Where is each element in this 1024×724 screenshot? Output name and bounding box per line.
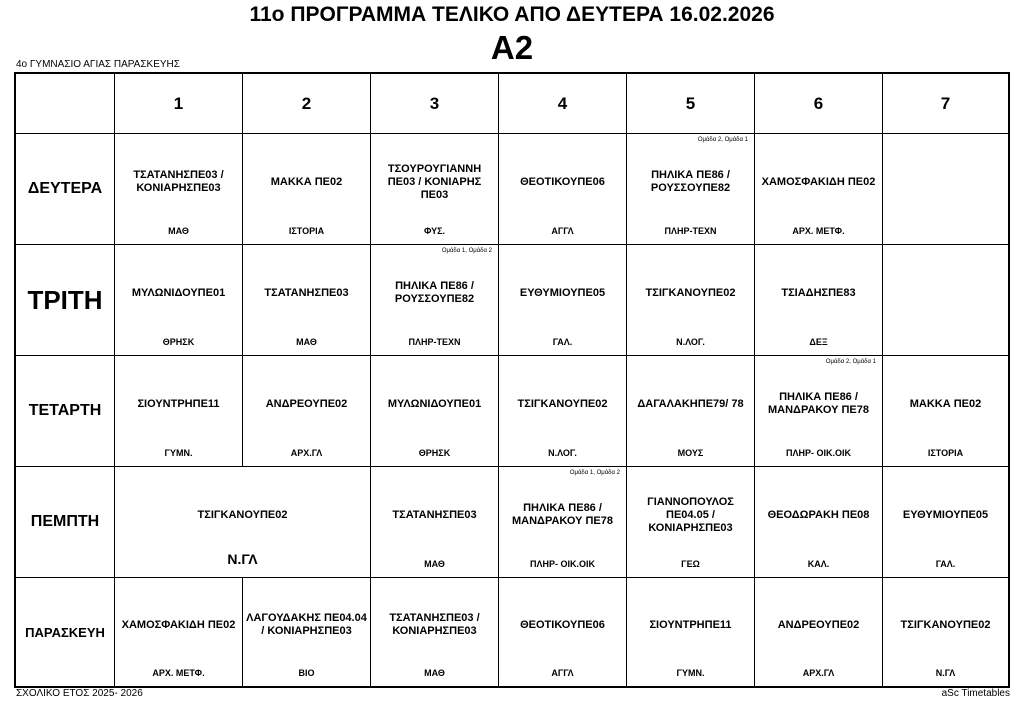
lesson-cell: [499, 467, 627, 578]
teacher-name: ΧΑΜΟΣΦΑΚΙΔΗ ΠΕ02: [761, 175, 876, 188]
lesson-cell: [243, 578, 371, 686]
subject-name: ΜΑΘ: [424, 668, 445, 678]
subject-name: ΑΓΓΛ: [551, 226, 574, 236]
teacher-name: ΜΥΛΩΝΙΔΟΥΠΕ01: [131, 286, 226, 299]
lesson-cell: [883, 356, 1008, 467]
subject-name: ΙΣΤΟΡΙΑ: [927, 448, 964, 458]
lesson-cell: [371, 467, 499, 578]
teacher-name: [886, 144, 1005, 220]
group-note: Ομάδα 1, Ομάδα 2: [569, 470, 620, 476]
day-label: ΠΑΡΑΣΚΕΥΗ: [16, 578, 115, 686]
teacher-name: ΜΥΛΩΝΙΔΟΥΠΕ01: [387, 397, 482, 410]
subject-name: ΑΡΧ.ΓΛ: [802, 668, 835, 678]
teacher-name: ΤΣΑΤΑΝΗΣΠΕ03: [264, 286, 349, 299]
subject-name: ΚΑΛ.: [807, 559, 830, 569]
lesson-cell: [115, 245, 243, 356]
lesson-cell: [755, 245, 883, 356]
lesson-cell: [115, 356, 243, 467]
lesson-cell: [883, 467, 1008, 578]
teacher-name: ΤΣΙΓΚΑΝΟΥΠΕ02: [645, 286, 736, 299]
timetable-grid: [14, 72, 1010, 688]
subject-name: ΘΡΗΣΚ: [162, 337, 195, 347]
subject-name: ΙΣΤΟΡΙΑ: [288, 226, 325, 236]
day-label: ΤΡΙΤΗ: [16, 245, 115, 356]
teacher-name: ΛΑΓΟΥΔΑΚΗΣ ΠΕ04.04 / ΚΟΝΙΑΡΗΣΠΕ03: [246, 612, 367, 637]
subject-name: ΑΡΧ. ΜΕΤΦ.: [792, 226, 845, 236]
teacher-name: ΠΗΛΙΚΑ ΠΕ86 / ΜΑΝΔΡΑΚΟΥ ΠΕ78: [511, 502, 614, 527]
subject-name: ΑΓΓΛ: [551, 668, 574, 678]
teacher-name: ΘΕΟΤΙΚΟΥΠΕ06: [520, 175, 605, 188]
lesson-cell: [627, 578, 755, 686]
teacher-name: ΣΙΟΥΝΤΡΗΠΕ11: [649, 618, 732, 631]
teacher-name: ΧΑΜΟΣΦΑΚΙΔΗ ΠΕ02: [121, 618, 236, 631]
lesson-cell: [883, 245, 1008, 356]
lesson-cell: [243, 245, 371, 356]
lesson-cell: [243, 134, 371, 245]
group-note: Ομάδα 2, Ομάδα 1: [697, 137, 748, 143]
day-label: ΤΕΤΑΡΤΗ: [16, 356, 115, 467]
teacher-name: ΤΣΑΤΑΝΗΣΠΕ03 / ΚΟΝΙΑΡΗΣΠΕ03: [389, 612, 480, 637]
subject-name: ΜΟΥΣ: [677, 448, 704, 458]
subject-name: ΓΥΜΝ.: [676, 668, 705, 678]
lesson-cell: [755, 467, 883, 578]
lesson-cell: [115, 134, 243, 245]
subject-name: ΜΑΘ: [424, 559, 445, 569]
day-label: ΠΕΜΠΤΗ: [16, 467, 115, 578]
subject-name: ΠΛΗΡ-ΤΕΧΝ: [664, 226, 717, 236]
teacher-name: ΠΗΛΙΚΑ ΠΕ86 / ΜΑΝΔΡΑΚΟΥ ΠΕ78: [767, 391, 870, 416]
lesson-cell: [627, 245, 755, 356]
teacher-name: ΤΣΙΓΚΑΝΟΥΠΕ02: [197, 508, 288, 521]
teacher-name: ΠΗΛΙΚΑ ΠΕ86 / ΡΟΥΣΣΟΥΠΕ82: [650, 169, 731, 194]
subject-name: ΠΛΗΡ-ΤΕΧΝ: [408, 337, 461, 347]
teacher-name: ΓΙΑΝΝΟΠΟΥΛΟΣ ΠΕ04.05 / ΚΟΝΙΑΡΗΣΠΕ03: [647, 495, 734, 534]
teacher-name: ΣΙΟΥΝΤΡΗΠΕ11: [137, 397, 220, 410]
period-header-5: 5: [627, 74, 755, 134]
lesson-cell: [371, 245, 499, 356]
lesson-cell: [371, 578, 499, 686]
subject-name: ΠΛΗΡ- ΟΙΚ.ΟΙΚ: [529, 559, 595, 569]
group-note: Ομάδα 1, Ομάδα 2: [441, 248, 492, 254]
teacher-name: ΤΣΙΓΚΑΝΟΥΠΕ02: [900, 618, 991, 631]
period-header-2: 2: [243, 74, 371, 134]
subject-name: Ν.ΛΟΓ.: [548, 448, 577, 458]
lesson-cell: [499, 134, 627, 245]
lesson-cell: [115, 578, 243, 686]
day-label: ΔΕΥΤΕΡΑ: [16, 134, 115, 245]
lesson-cell: [627, 356, 755, 467]
subject-name: ΑΡΧ.ΓΛ: [290, 448, 323, 458]
subject-name: ΓΑΛ.: [552, 337, 573, 347]
teacher-name: ΜΑΚΚΑ ΠΕ02: [909, 397, 982, 410]
teacher-name: ΑΝΔΡΕΟΥΠΕ02: [265, 397, 348, 410]
teacher-name: ΤΣΙΓΚΑΝΟΥΠΕ02: [517, 397, 608, 410]
lesson-cell: [371, 356, 499, 467]
teacher-name: ΜΑΚΚΑ ΠΕ02: [270, 175, 343, 188]
lesson-cell: [371, 134, 499, 245]
teacher-name: ΕΥΘΥΜΙΟΥΠΕ05: [519, 286, 606, 299]
teacher-name: ΕΥΘΥΜΙΟΥΠΕ05: [902, 508, 989, 521]
corner-cell: [16, 74, 115, 134]
teacher-name: ΑΝΔΡΕΟΥΠΕ02: [777, 618, 860, 631]
class-name: A2: [490, 29, 534, 66]
subject-name: ΦΥΣ.: [423, 226, 446, 236]
lesson-cell: [883, 134, 1008, 245]
teacher-name: ΘΕΟΔΩΡΑΚΗ ΠΕ08: [767, 508, 870, 521]
lesson-cell: [243, 356, 371, 467]
subject-name: ΑΡΧ. ΜΕΤΦ.: [152, 668, 205, 678]
subject-name: ΜΑΘ: [296, 337, 317, 347]
teacher-name: ΤΣΑΤΑΝΗΣΠΕ03: [392, 508, 477, 521]
teacher-name: ΠΗΛΙΚΑ ΠΕ86 / ΡΟΥΣΣΟΥΠΕ82: [394, 280, 475, 305]
subject-name: ΘΡΗΣΚ: [418, 448, 451, 458]
lesson-cell: [499, 578, 627, 686]
lesson-cell: [883, 578, 1008, 686]
timetable-title: 11ο ΠΡΟΓΡΑΜΜΑ ΤΕΛΙΚΟ ΑΠΟ ΔΕΥΤΕΡΑ 16.02.2026: [249, 3, 775, 26]
lesson-cell: [499, 356, 627, 467]
period-header-6: 6: [755, 74, 883, 134]
subject-name: ΜΑΘ: [168, 226, 189, 236]
period-header-3: 3: [371, 74, 499, 134]
subject-name: ΓΥΜΝ.: [164, 448, 193, 458]
period-header-1: 1: [115, 74, 243, 134]
software-footer: aSc Timetables: [941, 688, 1010, 699]
lesson-cell: [115, 467, 371, 578]
teacher-name: ΤΣΙΑΔΗΣΠΕ83: [781, 286, 856, 299]
teacher-name: ΔΑΓΑΛΑΚΗΠΕ79/ 78: [637, 397, 744, 410]
period-header-7: 7: [883, 74, 1008, 134]
subject-name: ΓΑΛ.: [935, 559, 956, 569]
subject-name: Ν.ΛΟΓ.: [676, 337, 705, 347]
subject-name: ΒΙΟ: [298, 668, 315, 678]
teacher-name: [886, 255, 1005, 331]
subject-name: Ν.ΓΛ: [935, 668, 956, 678]
lesson-cell: [755, 578, 883, 686]
school-name: 4ο ΓΥΜΝΑΣΙΟ ΑΓΙΑΣ ΠΑΡΑΣΚΕΥΗΣ: [16, 59, 180, 70]
subject-name: ΔΕΞ: [809, 337, 828, 347]
lesson-cell: [755, 356, 883, 467]
lesson-cell: [499, 245, 627, 356]
teacher-name: ΤΣΟΥΡΟΥΓΙΑΝΝΗ ΠΕ03 / ΚΟΝΙΑΡΗΣ ΠΕ03: [387, 162, 482, 201]
subject-name: ΓΕΩ: [681, 559, 700, 569]
lesson-cell: [755, 134, 883, 245]
teacher-name: ΤΣΑΤΑΝΗΣΠΕ03 / ΚΟΝΙΑΡΗΣΠΕ03: [133, 169, 224, 194]
period-header-4: 4: [499, 74, 627, 134]
school-year-footer: ΣΧΟΛΙΚΟ ΕΤΟΣ 2025- 2026: [16, 688, 143, 699]
teacher-name: ΘΕΟΤΙΚΟΥΠΕ06: [520, 618, 605, 631]
lesson-cell: [627, 467, 755, 578]
group-note: Ομάδα 2, Ομάδα 1: [825, 359, 876, 365]
subject-name: Ν.ΓΛ: [227, 551, 258, 567]
subject-name: ΠΛΗΡ- ΟΙΚ.ΟΙΚ: [785, 448, 851, 458]
lesson-cell: [627, 134, 755, 245]
